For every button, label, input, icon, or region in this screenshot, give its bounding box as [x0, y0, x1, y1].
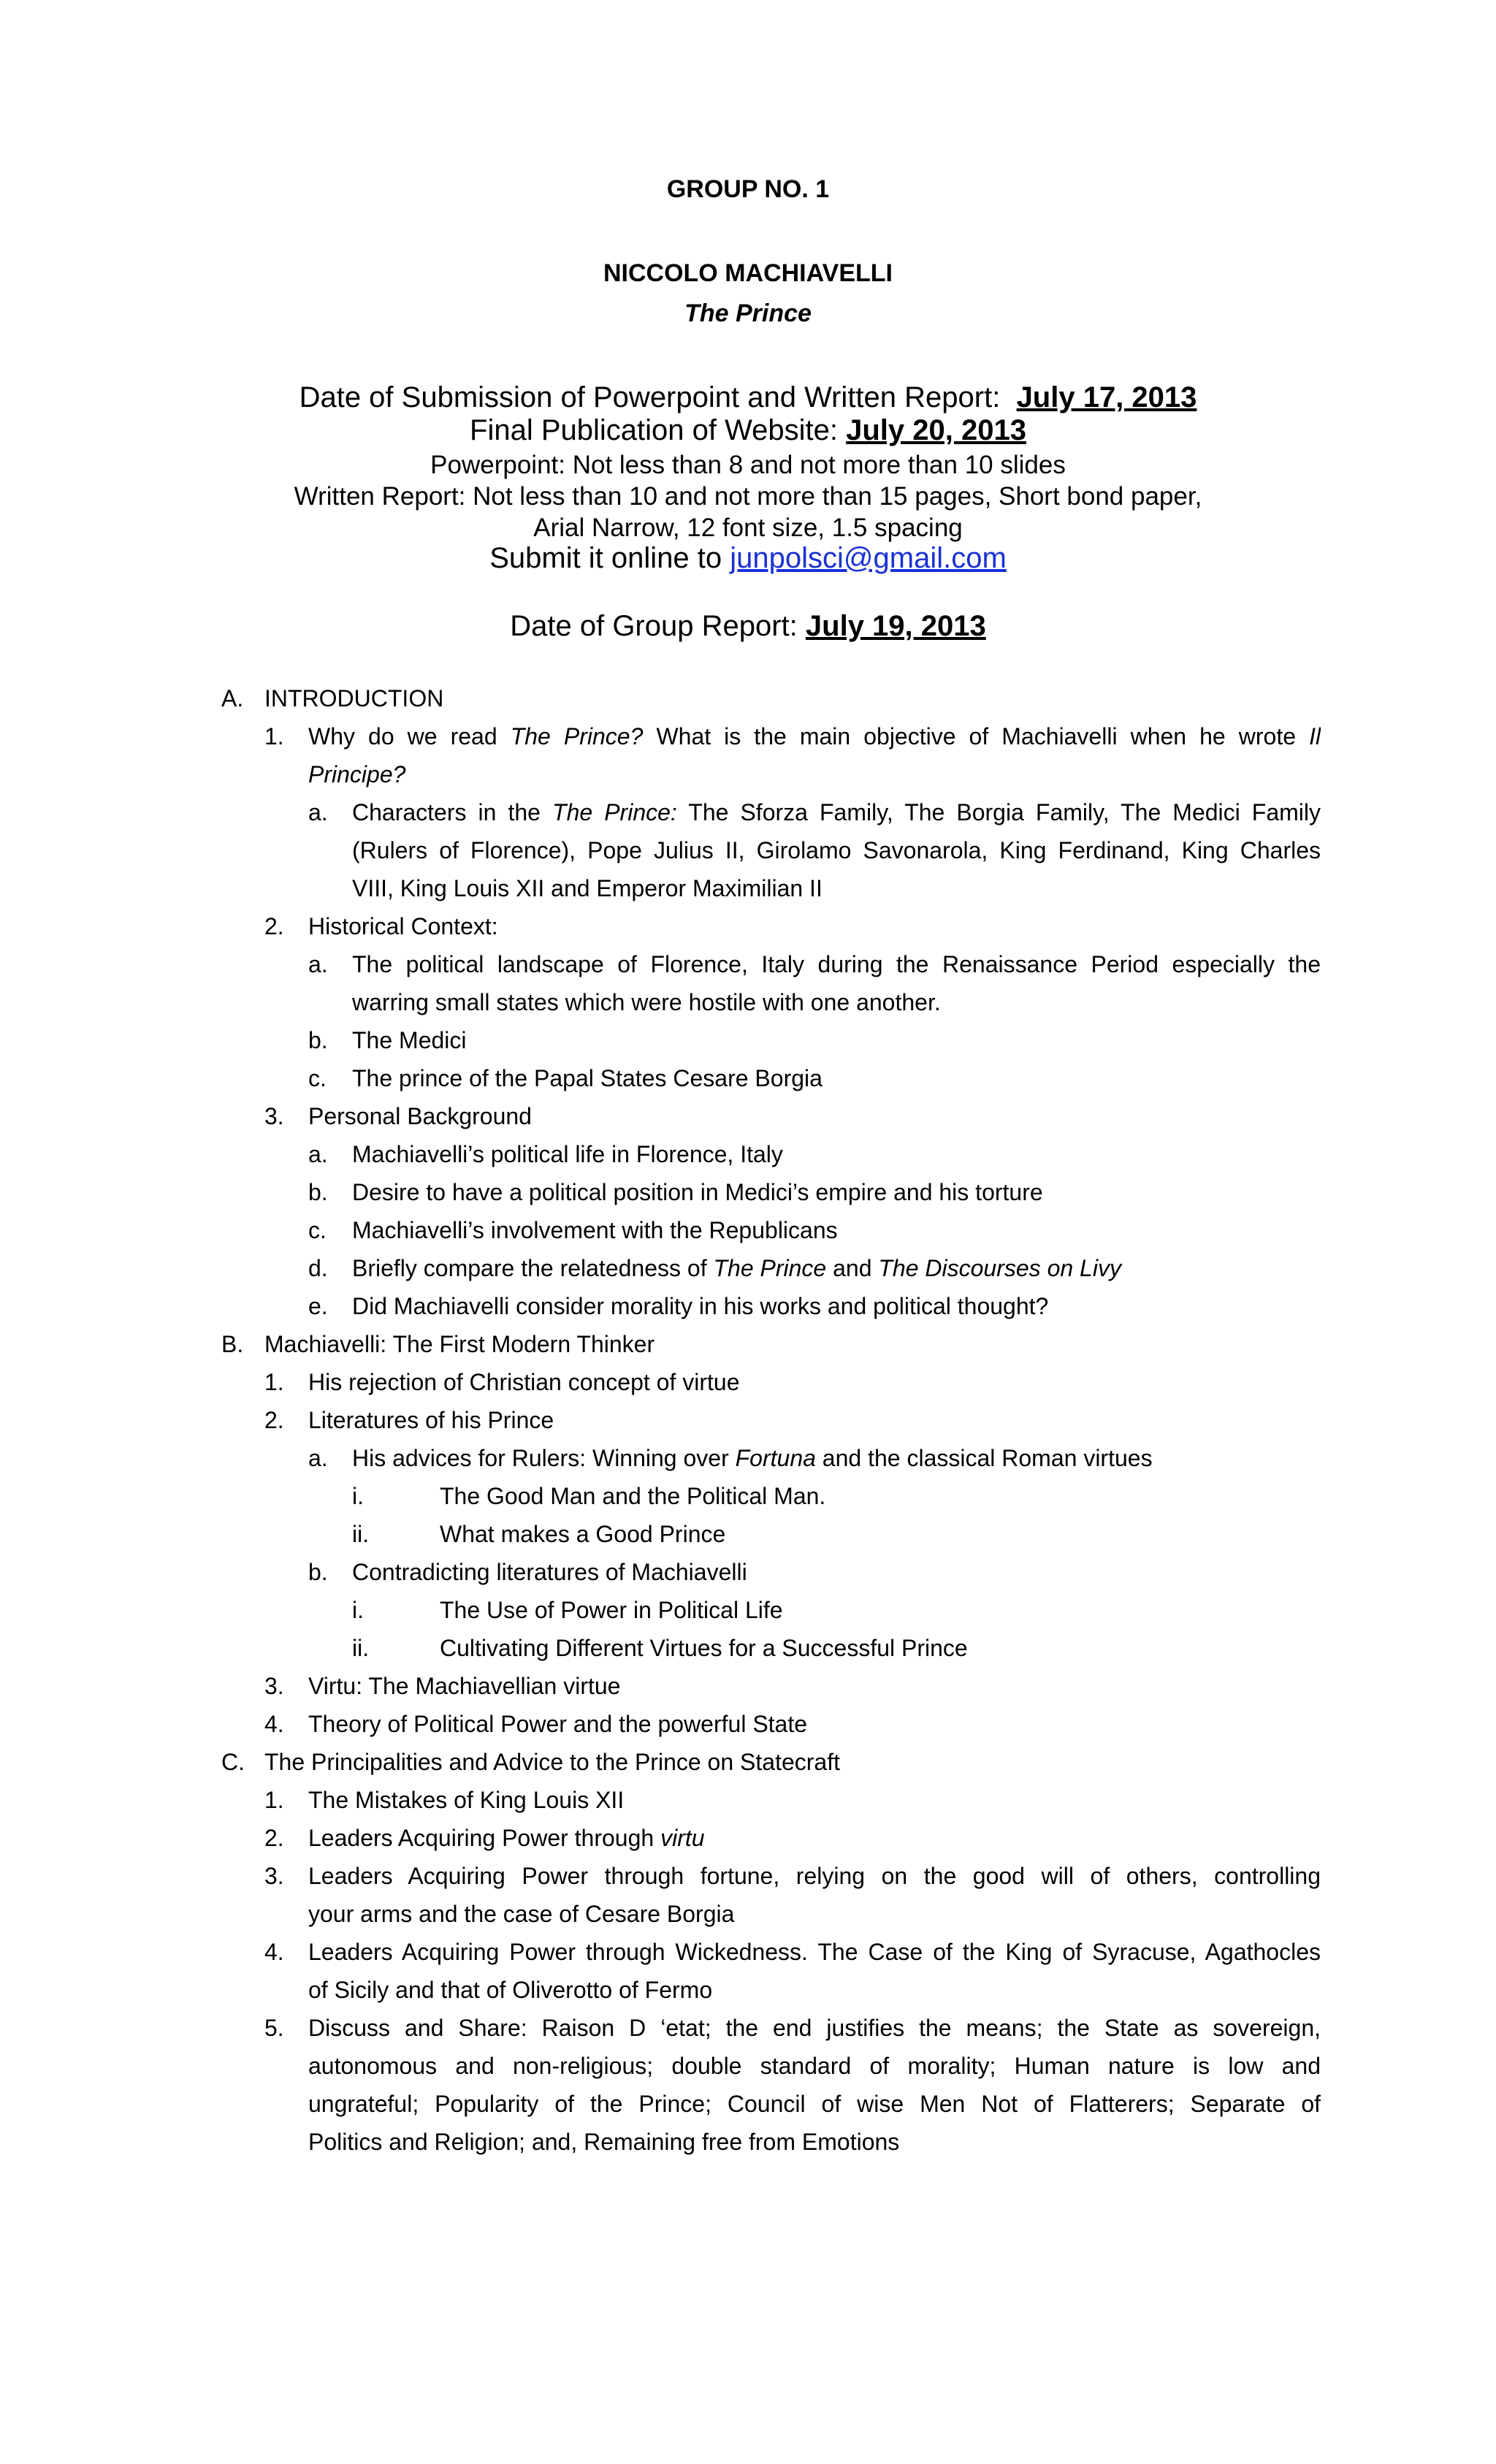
list-item-continued [0, 869, 1496, 907]
item-text: ungrateful; Popularity of the Prince; Council of wise Men Not of Flatterers; Separate of [308, 2091, 1321, 2117]
list-item [0, 717, 1496, 755]
item-marker: 4. [264, 1939, 284, 1965]
item-marker: b. [308, 1179, 328, 1205]
list-item [0, 1287, 1496, 1325]
item-text: The Mistakes of King Louis XII [308, 1787, 625, 1813]
list-item [0, 1781, 1496, 1819]
list-item [0, 1135, 1496, 1173]
item-text: Historical Context: [308, 913, 498, 939]
item-text: Did Machiavelli consider morality in his works and political thought? [352, 1293, 1049, 1319]
item-text: Cultivating Different Virtues for a Successful Prince [440, 1635, 968, 1661]
item-marker: b. [308, 1559, 328, 1585]
list-item [0, 1401, 1496, 1439]
item-marker: d. [308, 1255, 328, 1281]
item-marker: 2. [264, 1825, 284, 1851]
item-text: Virtu: The Machiavellian virtue [308, 1673, 621, 1699]
list-item [0, 1933, 1496, 1971]
email-link[interactable]: junpolsci@gmail.com [730, 542, 1007, 574]
item-marker: 2. [264, 913, 284, 939]
item-marker: i. [352, 1597, 364, 1623]
item-marker: c. [308, 1065, 327, 1091]
list-item [0, 945, 1496, 983]
item-marker: a. [308, 951, 328, 977]
list-item [0, 2009, 1496, 2047]
group-report-line [0, 610, 1496, 643]
item-marker: 1. [264, 1787, 284, 1813]
item-marker: 1. [264, 723, 284, 750]
item-text: The Medici [352, 1027, 467, 1053]
list-item [0, 907, 1496, 945]
item-marker: i. [352, 1483, 364, 1509]
item-text: Briefly compare the relatedness of The Prince and The Discourses on Livy [352, 1255, 1121, 1281]
item-text: Contradicting literatures of Machiavelli [352, 1559, 747, 1585]
list-item [0, 1439, 1496, 1477]
list-item-continued [0, 983, 1496, 1021]
list-item [0, 1097, 1496, 1135]
item-text: His advices for Rulers: Winning over Fortuna and the classical Roman virtues [352, 1445, 1153, 1471]
outline [0, 679, 1496, 2161]
item-text: His rejection of Christian concept of virtue [308, 1369, 740, 1395]
item-text: The prince of the Papal States Cesare Borgia [352, 1065, 823, 1091]
section-marker: C. [221, 1749, 245, 1775]
section-title: The Principalities and Advice to the Prince on Statecraft [264, 1749, 840, 1775]
submission-label: Date of Submission of Powerpoint and Written Report: [299, 381, 1001, 413]
item-text: your arms and the case of Cesare Borgia [308, 1901, 735, 1927]
submit-line [0, 542, 1496, 575]
section-title: INTRODUCTION [264, 685, 444, 712]
publication-date: July 20, 2013 [846, 414, 1026, 446]
item-marker: ii. [352, 1635, 370, 1661]
section-marker: B. [221, 1331, 244, 1357]
item-text: The Use of Power in Political Life [440, 1597, 783, 1623]
list-item [0, 1591, 1496, 1629]
item-text: (Rulers of Florence), Pope Julius II, Girolamo Savonarola, King Ferdinand, King Charles [352, 837, 1321, 863]
item-text: VIII, King Louis XII and Emperor Maximilian II [352, 875, 823, 901]
submission-line [0, 381, 1496, 414]
item-marker: e. [308, 1293, 328, 1319]
section-title: Machiavelli: The First Modern Thinker [264, 1331, 655, 1357]
list-item [0, 1515, 1496, 1553]
list-item-continued [0, 1895, 1496, 1933]
list-item [0, 1021, 1496, 1059]
item-marker: a. [308, 1141, 328, 1167]
section-heading [0, 1325, 1496, 1363]
item-text: Leaders Acquiring Power through fortune, relying on the good will of others, controlling [308, 1863, 1321, 1889]
item-text: of Sicily and that of Oliverotto of Fermo [308, 1977, 713, 2003]
item-text: Desire to have a political position in Medici’s empire and his torture [352, 1179, 1043, 1205]
item-text: Politics and Religion; and, Remaining free from Emotions [308, 2129, 900, 2155]
section-heading [0, 1743, 1496, 1781]
item-marker: c. [308, 1217, 327, 1243]
list-item [0, 1249, 1496, 1287]
list-item [0, 1857, 1496, 1895]
item-marker: 2. [264, 1407, 284, 1433]
list-item-continued [0, 1971, 1496, 2009]
list-item [0, 1477, 1496, 1515]
item-marker: 5. [264, 2015, 284, 2041]
section-heading [0, 679, 1496, 717]
item-text: Characters in the The Prince: The Sforza Family, The Borgia Family, The Medici Family [352, 799, 1321, 825]
item-text: The political landscape of Florence, Italy during the Renaissance Period especially the [352, 951, 1321, 977]
item-text: Leaders Acquiring Power through Wickedness. The Case of the King of Syracuse, Agathocles [308, 1939, 1321, 1965]
item-text: Literatures of his Prince [308, 1407, 554, 1433]
group-report-date: July 19, 2013 [805, 610, 986, 642]
list-item-continued [0, 831, 1496, 869]
work-title: The Prince [684, 300, 812, 327]
item-marker: 3. [264, 1103, 284, 1129]
list-item-continued [0, 2123, 1496, 2161]
item-marker: b. [308, 1027, 328, 1053]
item-marker: a. [308, 1445, 328, 1471]
item-text: Principe? [308, 761, 406, 787]
item-text: warring small states which were hostile with one another. [352, 989, 941, 1015]
list-item [0, 1363, 1496, 1401]
item-text: Leaders Acquiring Power through virtu [308, 1825, 705, 1851]
author-title: NICCOLO MACHIAVELLI [603, 259, 893, 287]
publication-label: Final Publication of Website: [470, 414, 838, 446]
list-item [0, 1211, 1496, 1249]
list-item [0, 1629, 1496, 1667]
list-item [0, 793, 1496, 831]
item-marker: 1. [264, 1369, 284, 1395]
list-item-continued [0, 755, 1496, 793]
item-marker: ii. [352, 1521, 370, 1547]
list-item [0, 1553, 1496, 1591]
item-marker: a. [308, 799, 328, 825]
list-item [0, 1667, 1496, 1705]
list-item [0, 1705, 1496, 1743]
list-item [0, 1059, 1496, 1097]
group-number: GROUP NO. 1 [666, 175, 830, 203]
list-item [0, 1173, 1496, 1211]
item-text: The Good Man and the Political Man. [440, 1483, 826, 1509]
written-requirement-2: Arial Narrow, 12 font size, 1.5 spacing [533, 514, 963, 542]
powerpoint-requirement: Powerpoint: Not less than 8 and not more than 10 slides [430, 451, 1066, 479]
group-report-label: Date of Group Report: [510, 610, 798, 642]
item-text: What makes a Good Prince [440, 1521, 726, 1547]
item-marker: 4. [264, 1711, 284, 1737]
submission-date: July 17, 2013 [1016, 381, 1197, 413]
item-text: Machiavelli’s involvement with the Republicans [352, 1217, 838, 1243]
publication-line [0, 414, 1496, 447]
list-item [0, 1819, 1496, 1857]
list-item-continued [0, 2085, 1496, 2123]
written-requirement-1: Written Report: Not less than 10 and not more than 15 pages, Short bond paper, [294, 482, 1202, 511]
item-text: Machiavelli’s political life in Florence, Italy [352, 1141, 783, 1167]
item-text: Why do we read The Prince? What is the main objective of Machiavelli when he wrote Il [308, 723, 1321, 750]
list-item-continued [0, 2047, 1496, 2085]
submit-label: Submit it online to [489, 542, 722, 574]
item-text: Theory of Political Power and the powerful State [308, 1711, 808, 1737]
item-text: Personal Background [308, 1103, 532, 1129]
item-text: Discuss and Share: Raison D ‘etat; the end justifies the means; the State as sovereign, [308, 2015, 1321, 2041]
section-marker: A. [221, 685, 244, 712]
item-marker: 3. [264, 1673, 284, 1699]
item-marker: 3. [264, 1863, 284, 1889]
item-text: autonomous and non-religious; double standard of morality; Human nature is low and [308, 2053, 1321, 2079]
